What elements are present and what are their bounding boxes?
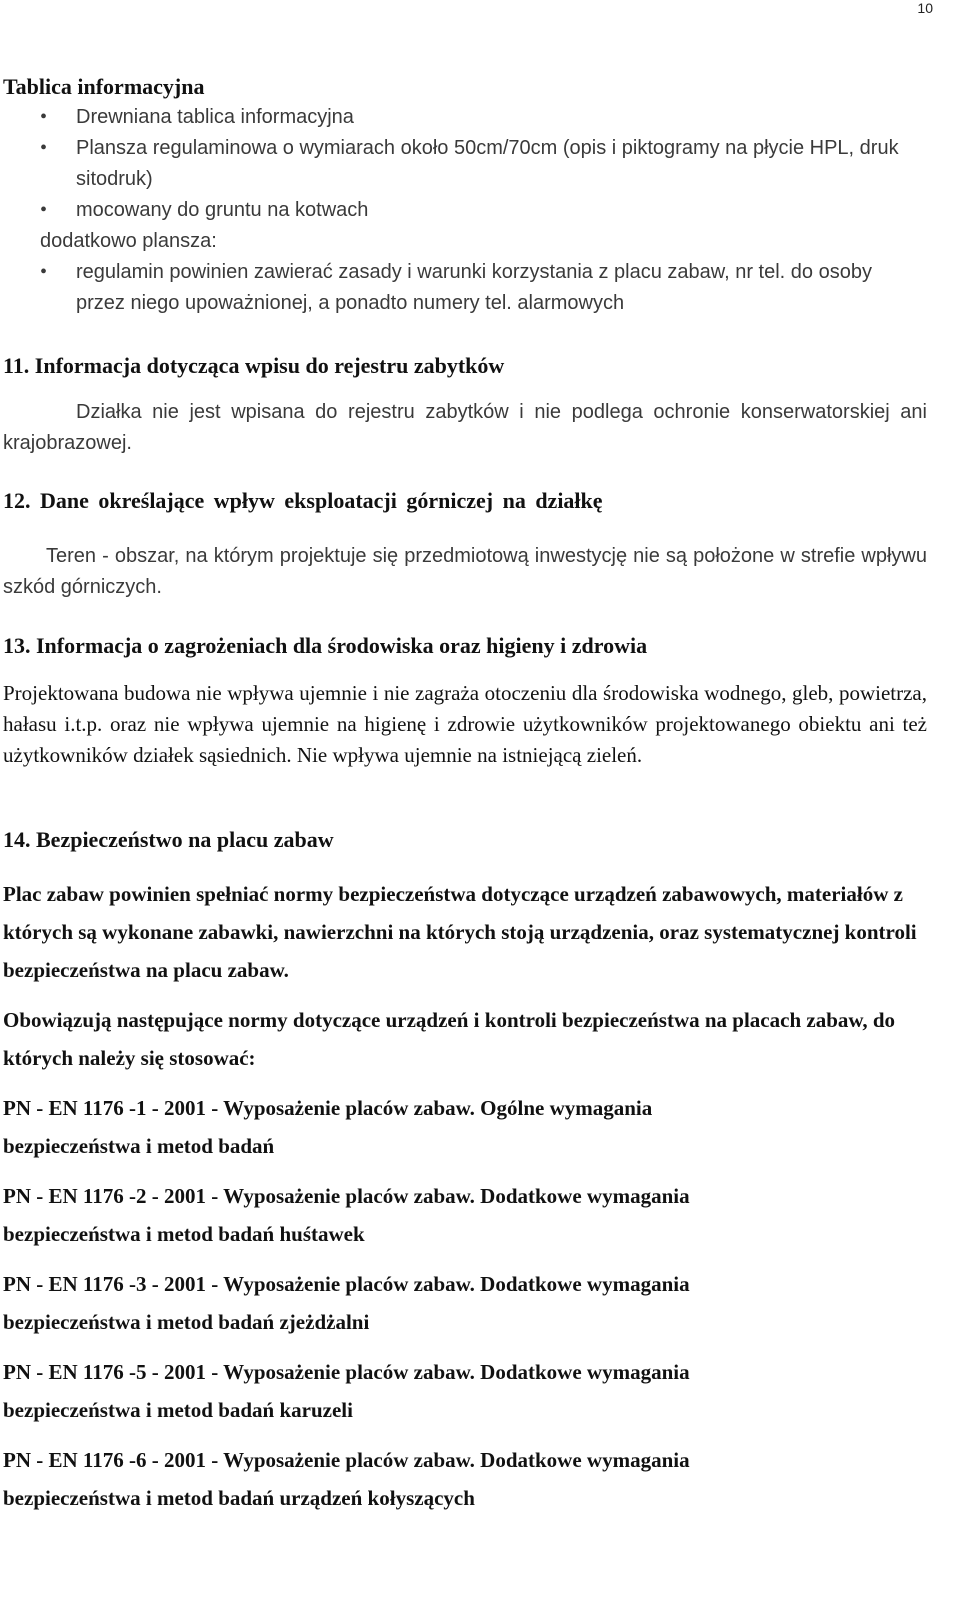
norm-item: [3, 1265, 927, 1341]
info-board-title: Tablica informacyjna: [3, 74, 205, 99]
norms-list: [3, 1089, 927, 1517]
section-12-text: Teren - obszar, na którym projektuje się przedmiotową inwestycję nie są położone w strefie wpływu szkód górniczych.: [3, 545, 927, 598]
section-11-heading: 11. Informacja dotycząca wpisu do rejestru zabytków: [3, 353, 505, 378]
extra-label: dodatkowo plansza:: [40, 230, 217, 252]
norm-line: PN - EN 1176 -6 - 2001 - Wyposażenie placów zabaw. Dodatkowe wymagania: [3, 1448, 690, 1472]
section-14-para-1: Plac zabaw powinien spełniać normy bezpieczeństwa dotyczące urządzeń zabawowych, materiałów z których są wykonane zabawki, nawierzchni na których stoją urządzenia, oraz systematycznej kontroli bezpieczeństwa na placu zabaw.: [3, 882, 917, 982]
section-13-heading: 13. Informacja o zagrożeniach dla środowiska oraz higieny i zdrowia: [3, 633, 648, 658]
section-13-text: Projektowana budowa nie wpływa ujemnie i nie zagraża otoczeniu dla środowiska wodnego, gleb, powietrza, hałasu i.t.p. oraz nie wpływa ujemnie na higienę i zdrowie użytkowników projektowanego obiektu ani też użytkowników działek sąsiednich. Nie wpływa ujemnie na istniejącą zieleń.: [3, 681, 927, 767]
list-item: • regulamin powinien zawierać zasady i warunki korzystania z placu zabaw, nr tel. do osoby przez niego upoważnionej, a ponadto numery tel. alarmowych: [3, 257, 927, 319]
list-item: • Plansza regulaminowa o wymiarach około 50cm/70cm (opis i piktogramy na płycie HPL, druk sitodruk): [3, 133, 927, 195]
norm-line: bezpieczeństwa i metod badań karuzeli: [3, 1398, 353, 1422]
page-number: 10: [917, 0, 933, 16]
norm-line: PN - EN 1176 -5 - 2001 - Wyposażenie placów zabaw. Dodatkowe wymagania: [3, 1360, 690, 1384]
list-item: • Drewniana tablica informacyjna: [3, 102, 927, 133]
norm-line: PN - EN 1176 -3 - 2001 - Wyposażenie placów zabaw. Dodatkowe wymagania: [3, 1272, 690, 1296]
norm-line: PN - EN 1176 -2 - 2001 - Wyposażenie placów zabaw. Dodatkowe wymagania: [3, 1184, 690, 1208]
norm-line: bezpieczeństwa i metod badań huśtawek: [3, 1222, 365, 1246]
norm-line: bezpieczeństwa i metod badań urządzeń kołyszących: [3, 1486, 475, 1510]
section-14-para-2: Obowiązują następujące normy dotyczące urządzeń i kontroli bezpieczeństwa na placach zabaw, do których należy się stosować:: [3, 1008, 896, 1070]
section-12-heading: 12. Dane określające wpływ eksploatacji górniczej na działkę: [3, 488, 603, 513]
info-board-list: [3, 102, 927, 319]
list-item: • mocowany do gruntu na kotwach: [3, 195, 927, 226]
norm-item: [3, 1353, 927, 1429]
norm-item: [3, 1177, 927, 1253]
norm-item: [3, 1441, 927, 1517]
section-14-heading: 14. Bezpieczeństwo na placu zabaw: [3, 827, 334, 852]
norm-line: bezpieczeństwa i metod badań zjeżdżalni: [3, 1310, 370, 1334]
norm-item: [3, 1089, 927, 1165]
section-11-text: Działka nie jest wpisana do rejestru zabytków i nie podlega ochronie konserwatorskiej ani krajobrazowej.: [3, 401, 927, 454]
norm-line: bezpieczeństwa i metod badań: [3, 1134, 275, 1158]
document-body: [3, 72, 927, 1517]
norm-line: PN - EN 1176 -1 - 2001 - Wyposażenie placów zabaw. Ogólne wymagania: [3, 1096, 653, 1120]
